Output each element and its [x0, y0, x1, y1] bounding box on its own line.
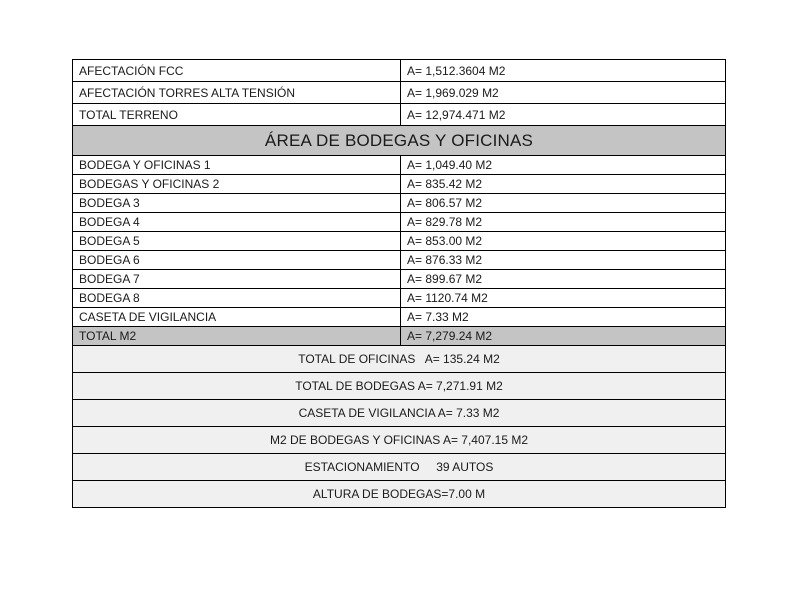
row-label: BODEGA 8	[73, 289, 401, 308]
table-row	[73, 194, 726, 213]
summary-text: M2 DE BODEGAS Y OFICINAS A= 7,407.15 M2	[73, 427, 726, 454]
row-label: BODEGA Y OFICINAS 1	[73, 156, 401, 175]
table-row	[73, 308, 726, 327]
row-value: A= 835.42 M2	[401, 175, 726, 194]
summary-text: ALTURA DE BODEGAS=7.00 M	[73, 481, 726, 508]
row-value: A= 876.33 M2	[401, 251, 726, 270]
summary-text: TOTAL DE BODEGAS A= 7,271.91 M2	[73, 373, 726, 400]
summary-text: CASETA DE VIGILANCIA A= 7.33 M2	[73, 400, 726, 427]
table-row	[73, 270, 726, 289]
table-row	[73, 289, 726, 308]
summary-row	[73, 400, 726, 427]
summary-row	[73, 454, 726, 481]
row-value: A= 1,049.40 M2	[401, 156, 726, 175]
row-label: AFECTACIÓN FCC	[73, 60, 401, 82]
section-header-row	[73, 126, 726, 156]
row-label: BODEGA 3	[73, 194, 401, 213]
row-label: BODEGA 6	[73, 251, 401, 270]
total-row	[73, 327, 726, 346]
row-value: A= 1,512.3604 M2	[401, 60, 726, 82]
row-label: BODEGA 4	[73, 213, 401, 232]
summary-row	[73, 373, 726, 400]
row-label: BODEGA 5	[73, 232, 401, 251]
summary-row	[73, 346, 726, 373]
row-value: A= 1120.74 M2	[401, 289, 726, 308]
section-title: ÁREA DE BODEGAS Y OFICINAS	[73, 126, 726, 156]
table-row	[73, 175, 726, 194]
row-value: A= 829.78 M2	[401, 213, 726, 232]
table-row	[73, 82, 726, 104]
row-label: TOTAL TERRENO	[73, 104, 401, 126]
total-label: TOTAL M2	[73, 327, 401, 346]
summary-row	[73, 481, 726, 508]
row-value: A= 853.00 M2	[401, 232, 726, 251]
summary-text: ESTACIONAMIENTO 39 AUTOS	[73, 454, 726, 481]
row-label: BODEGAS Y OFICINAS 2	[73, 175, 401, 194]
row-label: CASETA DE VIGILANCIA	[73, 308, 401, 327]
table-row	[73, 104, 726, 126]
total-value: A= 7,279.24 M2	[401, 327, 726, 346]
row-value: A= 806.57 M2	[401, 194, 726, 213]
row-value: A= 12,974.471 M2	[401, 104, 726, 126]
area-table	[72, 59, 726, 508]
summary-row	[73, 427, 726, 454]
table-row	[73, 251, 726, 270]
row-value: A= 7.33 M2	[401, 308, 726, 327]
table-row	[73, 232, 726, 251]
table-row	[73, 60, 726, 82]
row-label: AFECTACIÓN TORRES ALTA TENSIÓN	[73, 82, 401, 104]
row-value: A= 1,969.029 M2	[401, 82, 726, 104]
row-label: BODEGA 7	[73, 270, 401, 289]
table-row	[73, 156, 726, 175]
table-row	[73, 213, 726, 232]
summary-text: TOTAL DE OFICINAS A= 135.24 M2	[73, 346, 726, 373]
row-value: A= 899.67 M2	[401, 270, 726, 289]
